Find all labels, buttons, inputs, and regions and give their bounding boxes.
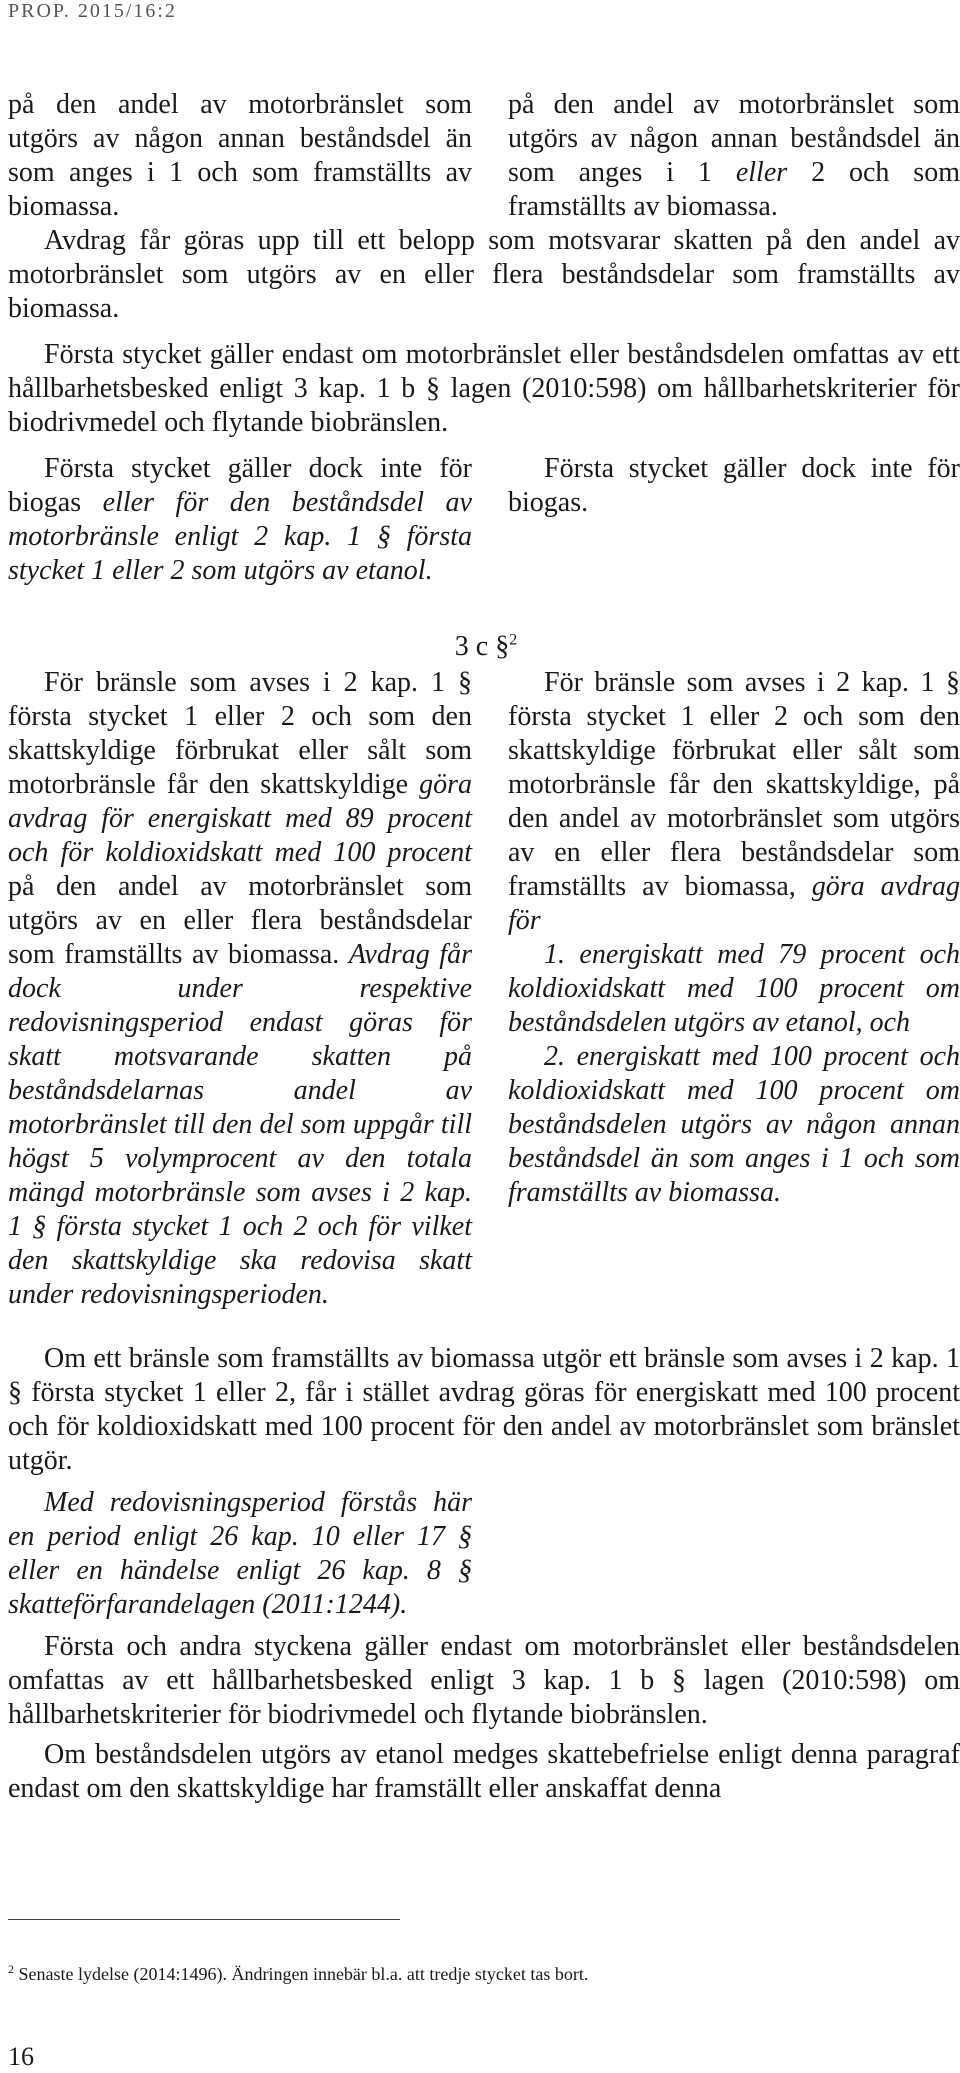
paragraph-redovisningsperiod: Med redovisningsperiod förstås här en period enligt 26 kap. 10 eller 17 § eller en händelse enligt 26 kap. 8 § skatteförfarandelagen (2011:1244). xyxy=(8,1487,472,1620)
footnote: $^2$ Senaste lydelse (2014:1496). Ändringen innebär bl.a. att tredje stycket tas bort. xyxy=(8,1962,589,1984)
right-column-clause-2 xyxy=(508,88,960,224)
left-italic-deduction: göra avdrag för energiskatt med 89 procent och för koldioxidskatt med 100 procent xyxy=(8,769,472,868)
paragraph-avdrag: Avdrag får göras upp till ett belopp som motsvarar skatten på den andel av motorbränslet som utgörs av en eller flera beståndsdelar som framställts av biomassa. xyxy=(8,225,960,324)
left-column-clause-2 xyxy=(8,88,472,224)
left-clause-2-text: på den andel av motorbränslet som utgörs av någon annan beståndsdel än som anges i 1 och som framställts av biomassa. xyxy=(8,89,472,222)
paragraph-forsta-stycket: Första stycket gäller endast om motorbränslet eller beståndsdelen omfattas av ett hållbarhetsbesked enligt 3 kap. 1 b § lagen (2010:598) om hållbarhetskriterier för biodrivmedel och flytande biobränslen. xyxy=(8,339,960,438)
right-column-section-3c: För bränsle som avses i 2 kap. 1 § första stycket 1 eller 2 och som den skattskyldige förbrukat eller sålt som motorbränsle får den skattskyldige, på den andel av motorbränslet som utgörs av en eller flera beståndsdelar som framställts av biomassa, göra avdrag för 1. energiskatt med 79 procent och koldioxidskatt med 100 procent om beståndsdelen utgörs av etanol, och 2. energiskatt med 100 procent och koldioxidskatt med 100 procent om beståndsdelen utgörs av någon annan beståndsdel än som anges i 1 och som framställts av biomassa. xyxy=(508,667,960,1208)
right-clause-2-text: på den andel av motorbränslet som utgörs av någon annan beståndsdel än som anges i 1 eller 2 och som framställts av biomassa. xyxy=(508,89,960,222)
left-column-section-3c: För bränsle som avses i 2 kap. 1 § första stycket 1 eller 2 och som den skattskyldige förbrukat eller sålt som motorbränsle får den skattskyldige göra avdrag för energiskatt med 89 procent och för koldioxidskatt med 100 procent på den andel av motorbränslet som utgörs av en eller flera beståndsdelar som framställts av biomassa. Avdrag får dock under respektive redovisningsperiod endast göras för skatt motsvarande skatten på beståndsdelarnas andel av motorbränslet till den del som uppgår till högst 5 volymprocent av den totala mängd motorbränsle som avses i 2 kap. 1 § första stycket 1 och 2 och för vilket den skattskyldige ska redovisa skatt under redovisningsperioden. xyxy=(8,667,472,1310)
left-column-biogas: Första stycket gäller dock inte för biogas eller för den beståndsdel av motorbränsle enligt 2 kap. 1 § första stycket 1 eller 2 som utgörs av etanol. xyxy=(8,453,472,586)
paragraph-om-bestandsdelen: Om beståndsdelen utgörs av etanol medges skattebefrielse enligt denna paragraf endast om den skattskyldige har framställt eller anskaffat denna xyxy=(8,1739,960,1804)
page-number: 16 xyxy=(8,2042,34,2071)
removed-text-italic: eller för den beståndsdel av motorbränsle enligt 2 kap. 1 § första stycket 1 eller 2 som utgörs av etanol. xyxy=(8,487,472,586)
right-italic-deduction: göra avdrag för xyxy=(508,871,960,936)
right-item-2: 2. energiskatt med 100 procent och koldioxidskatt med 100 procent om beståndsdelen utgörs av någon annan beståndsdel än som anges i 1 och som framställts av biomassa. xyxy=(508,1041,960,1208)
footnote-ref: 2 xyxy=(509,631,518,649)
right-item-1: 1. energiskatt med 79 procent och koldioxidskatt med 100 procent om beståndsdelen utgörs av etanol, och xyxy=(508,939,960,1038)
right-column-biogas: Första stycket gäller dock inte för biogas. xyxy=(508,453,960,518)
footnote-divider xyxy=(8,1919,400,1920)
amendment-italic: eller xyxy=(735,157,788,188)
left-italic-limit: Avdrag får dock under respektive redovisningsperiod endast göras för skatt motsvarande skatten på beståndsdelarnas andel av motorbränslet till den del som uppgår till högst 5 volymprocent av den totala mängd motorbränsle som avses i 2 kap. 1 § första stycket 1 och 2 och för vilket den skattskyldige ska redovisa skatt under redovisningsperioden. xyxy=(8,939,472,1310)
paragraph-forsta-andra: Första och andra styckena gäller endast om motorbränslet eller beståndsdelen omfattas av ett hållbarhetsbesked enligt 3 kap. 1 b § lagen (2010:598) om hållbarhetskriterier för biodrivmedel och flytande biobränslen. xyxy=(8,1631,960,1730)
paragraph-om-bransle: Om ett bränsle som framställts av biomassa utgör ett bränsle som avses i 2 kap. 1 § första stycket 1 eller 2, får i stället avdrag göras för energiskatt med 100 procent och för koldioxidskatt med 100 procent för den andel av motorbränslet som bränslet utgör. xyxy=(8,1343,960,1476)
running-header: PROP. 2015/16:2 xyxy=(8,0,177,22)
footnote-mark: 2 xyxy=(8,1962,14,1976)
section-heading: 3 c §$^2$ xyxy=(454,631,518,662)
